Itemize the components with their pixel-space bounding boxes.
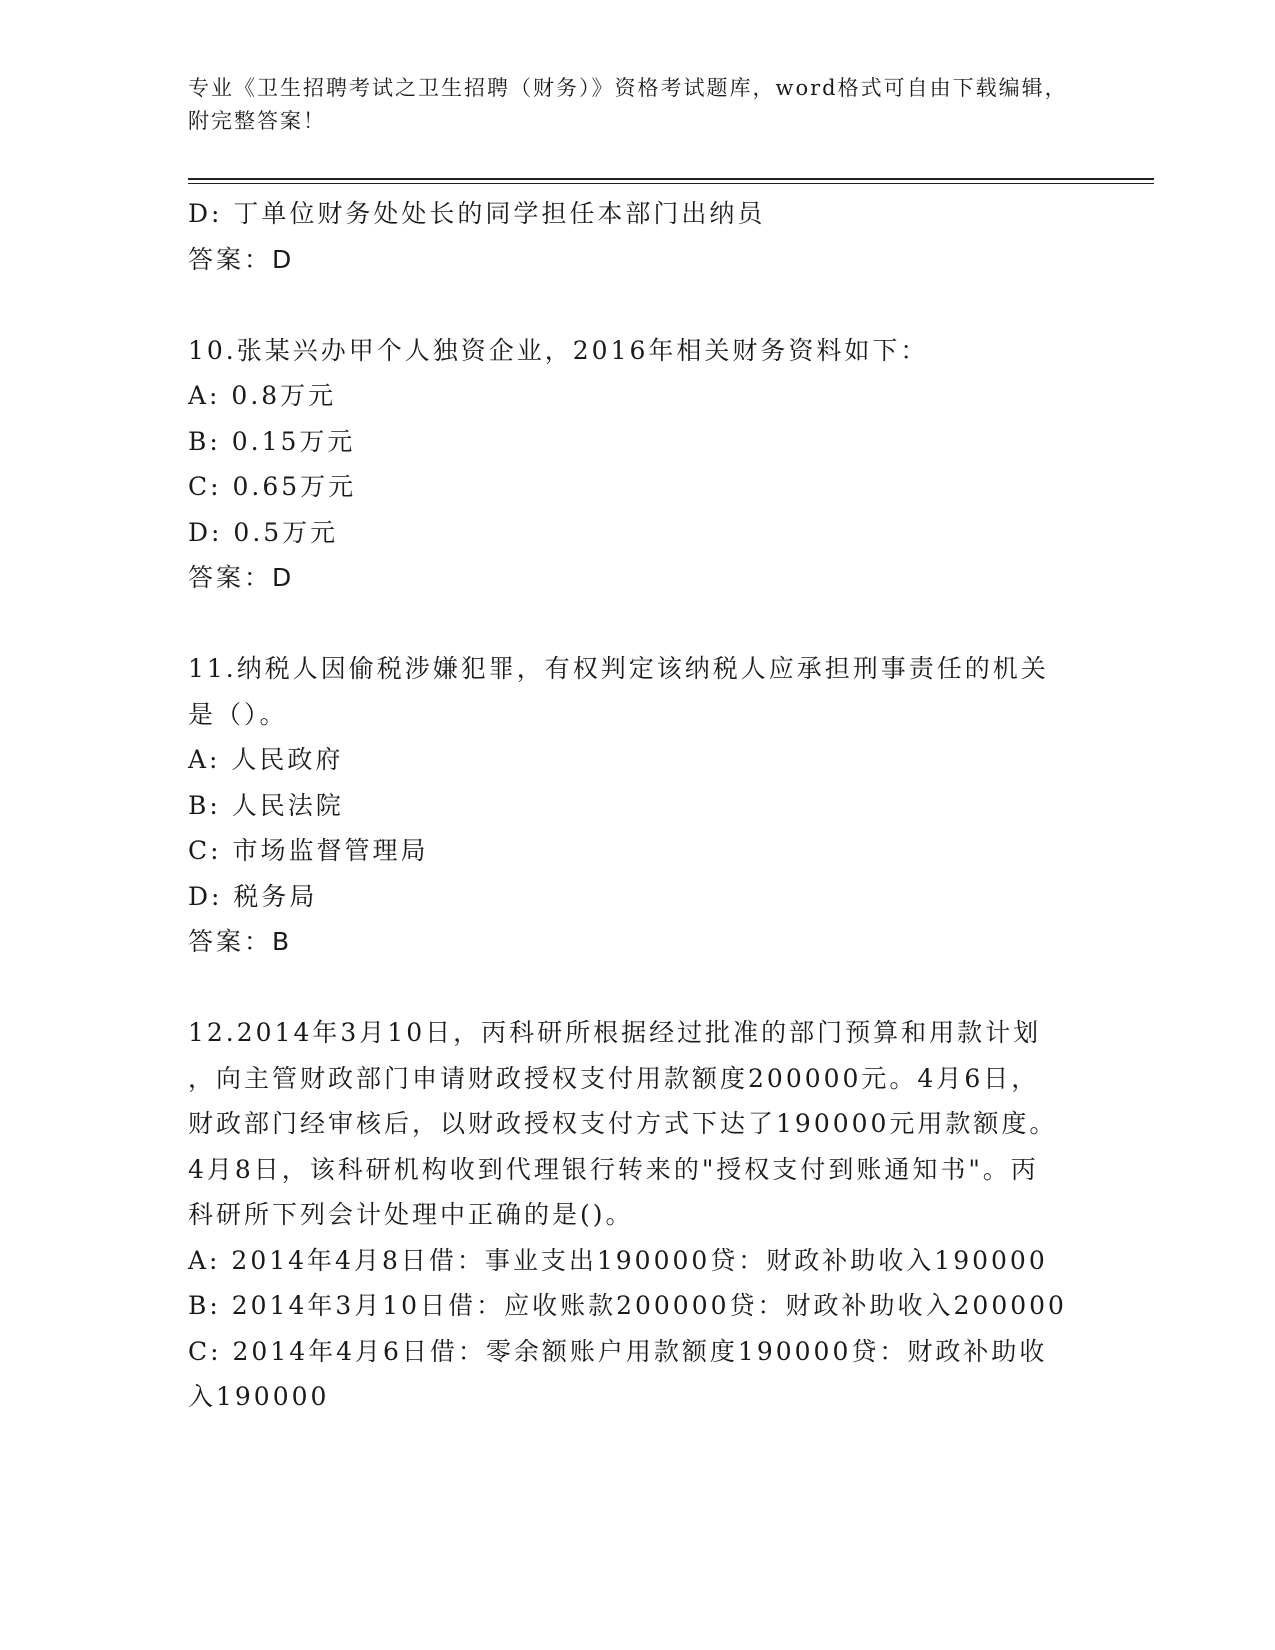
option-d: D: 0.5万元 [188,517,339,547]
question-stem-line: 财政部门经审核后，以财政授权支付方式下达了190000元用款额度。 [188,1109,1058,1138]
question-10 [188,328,1088,601]
option-b: B: 0.15万元 [188,426,356,456]
option-d: D: 丁单位财务处处长的同学担任本部门出纳员 [188,199,766,228]
question-stem-line: 科研所下列会计处理中正确的是()。 [188,1200,634,1229]
header-rule-thin [188,183,1154,184]
option-b: B: 人民法院 [188,790,344,820]
question-stem-line: 11.纳税人因偷税涉嫌犯罪，有权判定该纳税人应承担刑事责任的机关 [188,654,1049,683]
question-stem-line: ，向主管财政部门申请财政授权支付用款额度200000元。4月6日， [188,1063,1040,1093]
option-a: A: 0.8万元 [188,381,337,410]
option-c-continued: 入190000 [188,1382,330,1411]
question-9 [188,191,1088,282]
question-stem-line: 12.2014年3月10日，丙科研所根据经过批准的部门预算和用款计划 [188,1018,1042,1047]
question-stem-line: 是（）。 [188,699,288,729]
option-d: D: 税务局 [188,881,318,911]
answer: 答案：D [188,563,295,592]
option-c: C: 市场监督管理局 [188,836,429,865]
answer: 答案：B [188,927,293,956]
question-stem: 10.张某兴办甲个人独资企业，2016年相关财务资料如下： [188,335,929,365]
option-a: A: 2014年4月8日借：事业支出190000贷：财政补助收入190000 [188,1245,1048,1275]
option-c: C: 0.65万元 [188,472,357,501]
question-12 [188,1010,1088,1420]
option-c: C: 2014年4月6日借：零余额账户用款额度190000贷：财政补助收 [188,1336,1048,1366]
question-stem-line: 4月8日，该科研机构收到代理银行转来的"授权支付到账通知书"。丙 [188,1154,1039,1184]
header-rule-thick [188,178,1154,180]
option-a: A: 人民政府 [188,745,344,774]
answer: 答案：D [188,244,295,274]
document-header: 专业《卫生招聘考试之卫生招聘（财务）》资格考试题库，word格式可自由下载编辑，附完整答案！ [188,76,1068,133]
question-list [188,191,1088,1420]
option-b: B: 2014年3月10日借：应收账款200000贷：财政补助收入200000 [188,1291,1067,1320]
question-11 [188,646,1088,965]
